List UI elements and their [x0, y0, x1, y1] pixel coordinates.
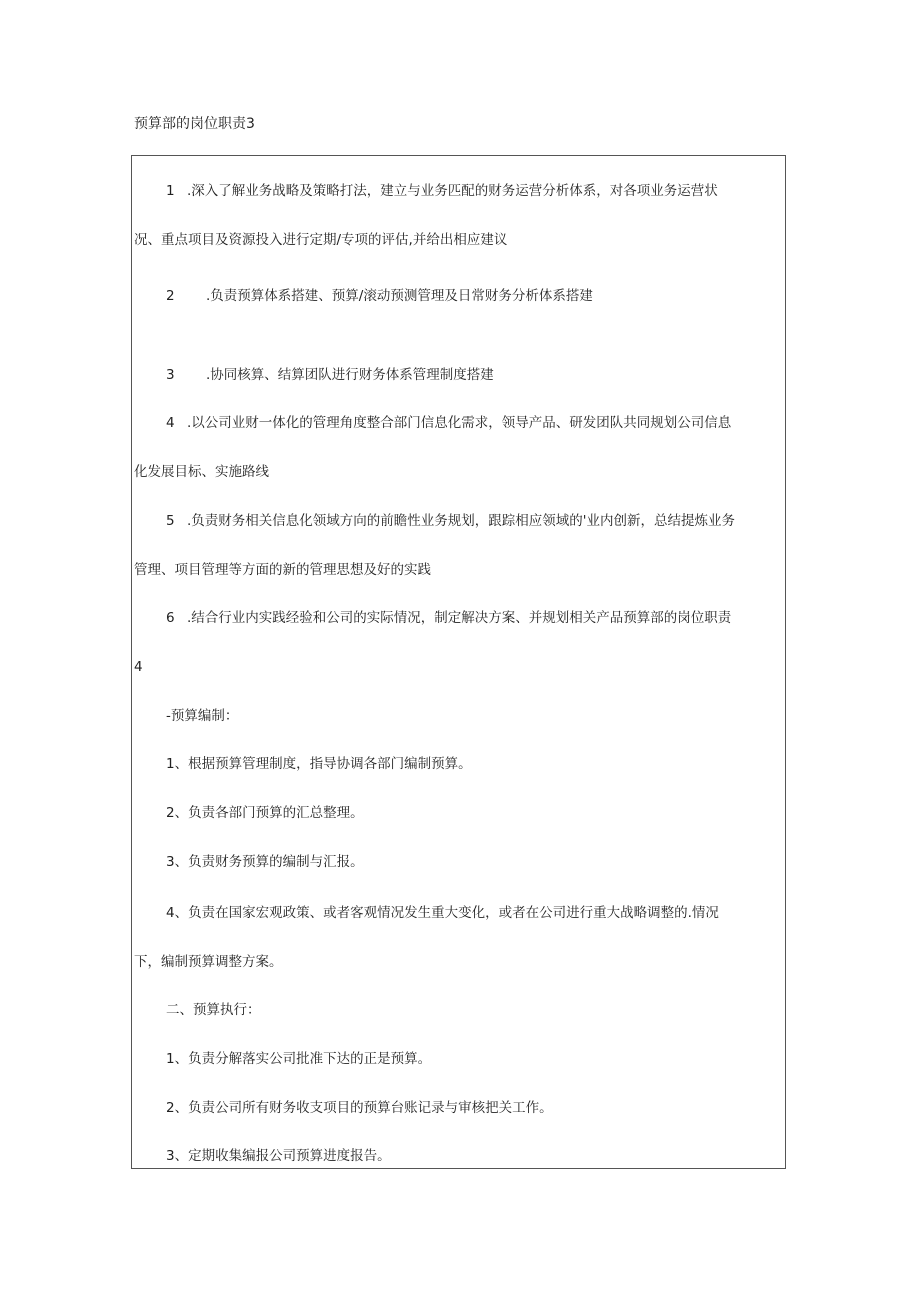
list-item-continued: 下，编制预算调整方案。 — [134, 954, 283, 970]
list-item: 4、负责在国家宏观政策、或者客观情况发生重大变化，或者在公司进行重大战略调整的.情况 — [166, 905, 719, 921]
list-item: 2、负责公司所有财务收支项目的预算台账记录与审核把关工作。 — [166, 1100, 553, 1116]
item-text: .结合行业内实践经验和公司的实际情况，制定解决方案、并规划相关产品预算部的岗位职责 — [187, 610, 732, 626]
item-text: .负责财务相关信息化领域方向的前瞻性业务规划，跟踪相应领域的'业内创新，总结提炼业务 — [187, 513, 736, 529]
item-text-continued: 管理、项目管理等方面的新的管理思想及好的实践 — [134, 562, 431, 578]
item-number: 4 — [166, 415, 175, 431]
item-number: 2 — [166, 288, 175, 304]
section-heading: 二、预算执行： — [166, 1002, 261, 1018]
list-item: 1、负责分解落实公司批准下达的正是预算。 — [166, 1051, 432, 1067]
item-text: .深入了解业务战略及策略打法，建立与业务匹配的财务运营分析体系，对各项业务运营状 — [187, 183, 718, 199]
section-heading: -预算编制： — [166, 708, 239, 724]
list-item: 3、定期收集编报公司预算进度报告。 — [166, 1148, 391, 1164]
page-title: 预算部的岗位职责3 — [134, 116, 255, 132]
item-text: .协同核算、结算团队进行财务体系管理制度搭建 — [206, 367, 494, 383]
item-text-continued: 况、重点项目及资源投入进行定期/专项的评估,并给出相应建议 — [134, 232, 508, 248]
list-item: 3、负责财务预算的编制与汇报。 — [166, 854, 364, 870]
list-item: 2、负责各部门预算的汇总整理。 — [166, 805, 364, 821]
item-number: 3 — [166, 367, 175, 383]
item-text-continued: 4 — [134, 659, 143, 675]
item-number: 6 — [166, 610, 175, 626]
item-number: 1 — [166, 183, 175, 199]
item-number: 5 — [166, 513, 175, 529]
item-text: .负责预算体系搭建、预算/滚动预测管理及日常财务分析体系搭建 — [206, 288, 593, 304]
item-text-continued: 化发展目标、实施路线 — [134, 464, 269, 480]
list-item: 1、根据预算管理制度，指导协调各部门编制预算。 — [166, 756, 472, 772]
item-text: .以公司业财一体化的管理角度整合部门信息化需求，领导产品、研发团队共同规划公司信息 — [187, 415, 732, 431]
